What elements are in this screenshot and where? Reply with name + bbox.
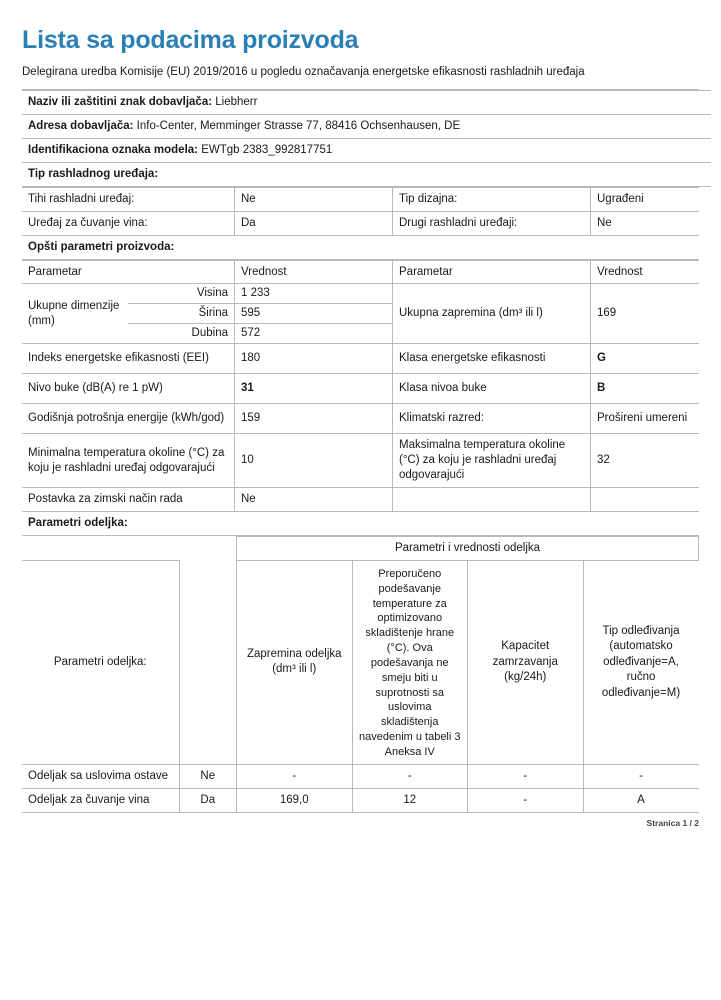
column-compartment-volume: Zapremina odeljka (dm³ ili l) [237, 560, 353, 764]
noise-class-value: B [591, 374, 700, 404]
table-row [22, 404, 699, 434]
model-id-row [22, 138, 711, 162]
dimension-value-depth: 572 [241, 327, 261, 340]
general-params-section-row [22, 235, 699, 259]
header-parameter-left: Parametar [22, 260, 235, 284]
table-row [22, 187, 699, 211]
dimension-name-depth: Dubina [191, 327, 228, 340]
list-item [128, 284, 234, 303]
compartment-pantry-volume: - [237, 764, 353, 788]
supplier-address-row [22, 114, 711, 138]
annual-energy-value: 159 [235, 404, 393, 434]
max-ambient-temp-label: Maksimalna temperatura okoline (°C) za koju je rashladni uređaj odgovarajući [393, 434, 591, 488]
column-freezing-capacity: Kapacitet zamrzavanja (kg/24h) [468, 560, 584, 764]
design-type-label: Tip dizajna: [393, 187, 591, 211]
dimensions-values-cell [235, 284, 393, 344]
dimension-value-height: 1 233 [235, 284, 392, 303]
dimensions-names-table [128, 284, 234, 343]
compartment-wine-volume: 169,0 [237, 788, 353, 812]
annual-energy-label: Godišnja potrošnja energije (kWh/god) [22, 404, 235, 434]
compartment-wine-temp: 12 [352, 788, 468, 812]
compartment-wine-freezing: - [468, 788, 584, 812]
silent-appliance-value: Ne [235, 187, 393, 211]
dimension-name-width: Širina [128, 304, 234, 324]
table-row [22, 344, 699, 374]
compartment-pantry-temp: - [352, 764, 468, 788]
dimensions-row [22, 284, 699, 344]
general-header-row [22, 260, 699, 284]
compartment-wine-present: Da [179, 788, 237, 812]
general-parameters-table [22, 260, 699, 536]
design-type-value: Ugrađeni [591, 187, 700, 211]
compartment-corner-cell [22, 536, 179, 560]
min-ambient-temp-value: 10 [235, 434, 393, 488]
compartment-wine-name: Odeljak za čuvanje vina [22, 788, 179, 812]
compartment-parameters-table [22, 536, 699, 813]
supplier-address-cell [22, 114, 711, 138]
dimension-value-width: 595 [235, 304, 392, 324]
appliance-type-section-label: Tip rashladnog uređaja: [22, 162, 711, 186]
compartment-pantry-present: Ne [179, 764, 237, 788]
dimensions-label: Ukupne dimenzije (mm) [22, 284, 128, 344]
appliance-type-table [22, 187, 699, 260]
wine-storage-value: Da [235, 211, 393, 235]
max-ambient-temp-value: 32 [591, 434, 700, 488]
column-defrost-type: Tip odleđivanja (automatsko odleđivanje=A, ručno odleđivanje=M) [583, 560, 699, 764]
table-row [22, 764, 699, 788]
list-item [235, 284, 392, 303]
climate-class-value: Prošireni umereni [591, 404, 700, 434]
compartment-wine-defrost: A [583, 788, 699, 812]
noise-level-label: Nivo buke (dB(A) re 1 pW) [22, 374, 235, 404]
compartment-pantry-defrost: - [583, 764, 699, 788]
eei-label: Indeks energetske efikasnosti (EEI) [22, 344, 235, 374]
regulation-subtitle: Delegirana uredba Komisije (EU) 2019/2016 u pogledu označavanja energetske efikasnosti rashladnih uređaja [22, 65, 699, 90]
energy-class-value: G [591, 344, 700, 374]
dimensions-values-table [235, 284, 392, 343]
compartment-section-label: Parametri odeljka: [22, 512, 699, 536]
model-id-label: Identifikaciona oznaka modela: [28, 143, 198, 156]
supplier-name-value: Liebherr [215, 95, 258, 108]
compartment-group-header-row [22, 536, 699, 560]
total-volume-label: Ukupna zapremina (dm³ ili l) [393, 284, 591, 344]
column-recommended-temperature: Preporučeno podešavanje temperature za optimizovano skladištenje hrane (°C). Ova podešavanja ne smeju biti u suprotnosti sa uslovima skladištenja navedenim u tabeli 3 Aneksa IV [352, 560, 468, 764]
energy-class-label: Klasa energetske efikasnosti [393, 344, 591, 374]
header-value-right: Vrednost [591, 260, 700, 284]
supplier-table [22, 90, 711, 187]
page-footer: Stranica 1 / 2 [646, 817, 699, 828]
noise-class-label: Klasa nivoa buke [393, 374, 591, 404]
winter-setting-label: Postavka za zimski način rada [22, 488, 235, 512]
dimensions-names-cell [128, 284, 234, 344]
header-parameter-right: Parametar [393, 260, 591, 284]
eei-value: 180 [235, 344, 393, 374]
other-appliance-value: Ne [591, 211, 700, 235]
supplier-address-value: Info-Center, Memminger Strasse 77, 88416 Ochsenhausen, DE [136, 119, 461, 132]
list-item [128, 304, 234, 324]
table-row [22, 488, 699, 512]
supplier-name-row [22, 90, 711, 114]
header-value-left: Vrednost [235, 260, 393, 284]
noise-level-value: 31 [235, 374, 393, 404]
table-row [22, 211, 699, 235]
compartment-row-label: Parametri odeljka: [22, 560, 179, 764]
compartment-section-row [22, 512, 699, 536]
supplier-name-cell [22, 90, 711, 114]
compartment-columns-row [22, 560, 699, 764]
list-item [128, 324, 234, 343]
supplier-address-label: Adresa dobavljača: [28, 119, 134, 132]
compartment-blank-cell [179, 560, 237, 764]
compartment-corner-cell-2 [179, 536, 237, 560]
other-appliance-label: Drugi rashladni uređaji: [393, 211, 591, 235]
dimension-name-height: Visina [128, 284, 234, 303]
empty-label-cell [393, 488, 591, 512]
total-volume-value: 169 [591, 284, 700, 344]
empty-value-cell [591, 488, 700, 512]
compartment-pantry-freezing: - [468, 764, 584, 788]
model-id-cell [22, 138, 711, 162]
appliance-type-section-row [22, 162, 711, 186]
table-row [22, 374, 699, 404]
general-params-section-label: Opšti parametri proizvoda: [22, 235, 699, 259]
model-id-value: EWTgb 2383_992817751 [201, 143, 333, 156]
table-row [22, 434, 699, 488]
table-row [22, 788, 699, 812]
compartment-group-header: Parametri i vrednosti odeljka [237, 536, 699, 560]
list-item [235, 324, 392, 343]
list-item [235, 304, 392, 324]
wine-storage-label: Uređaj za čuvanje vina: [22, 211, 235, 235]
min-ambient-temp-label: Minimalna temperatura okoline (°C) za koju je rashladni uređaj odgovarajući [22, 434, 235, 488]
climate-class-label: Klimatski razred: [393, 404, 591, 434]
compartment-pantry-name: Odeljak sa uslovima ostave [22, 764, 179, 788]
page-title: Lista sa podacima proizvoda [22, 26, 359, 54]
supplier-name-label: Naziv ili zaštitini znak dobavljača: [28, 95, 213, 108]
winter-setting-value: Ne [235, 488, 393, 512]
silent-appliance-label: Tihi rashladni uređaj: [22, 187, 235, 211]
